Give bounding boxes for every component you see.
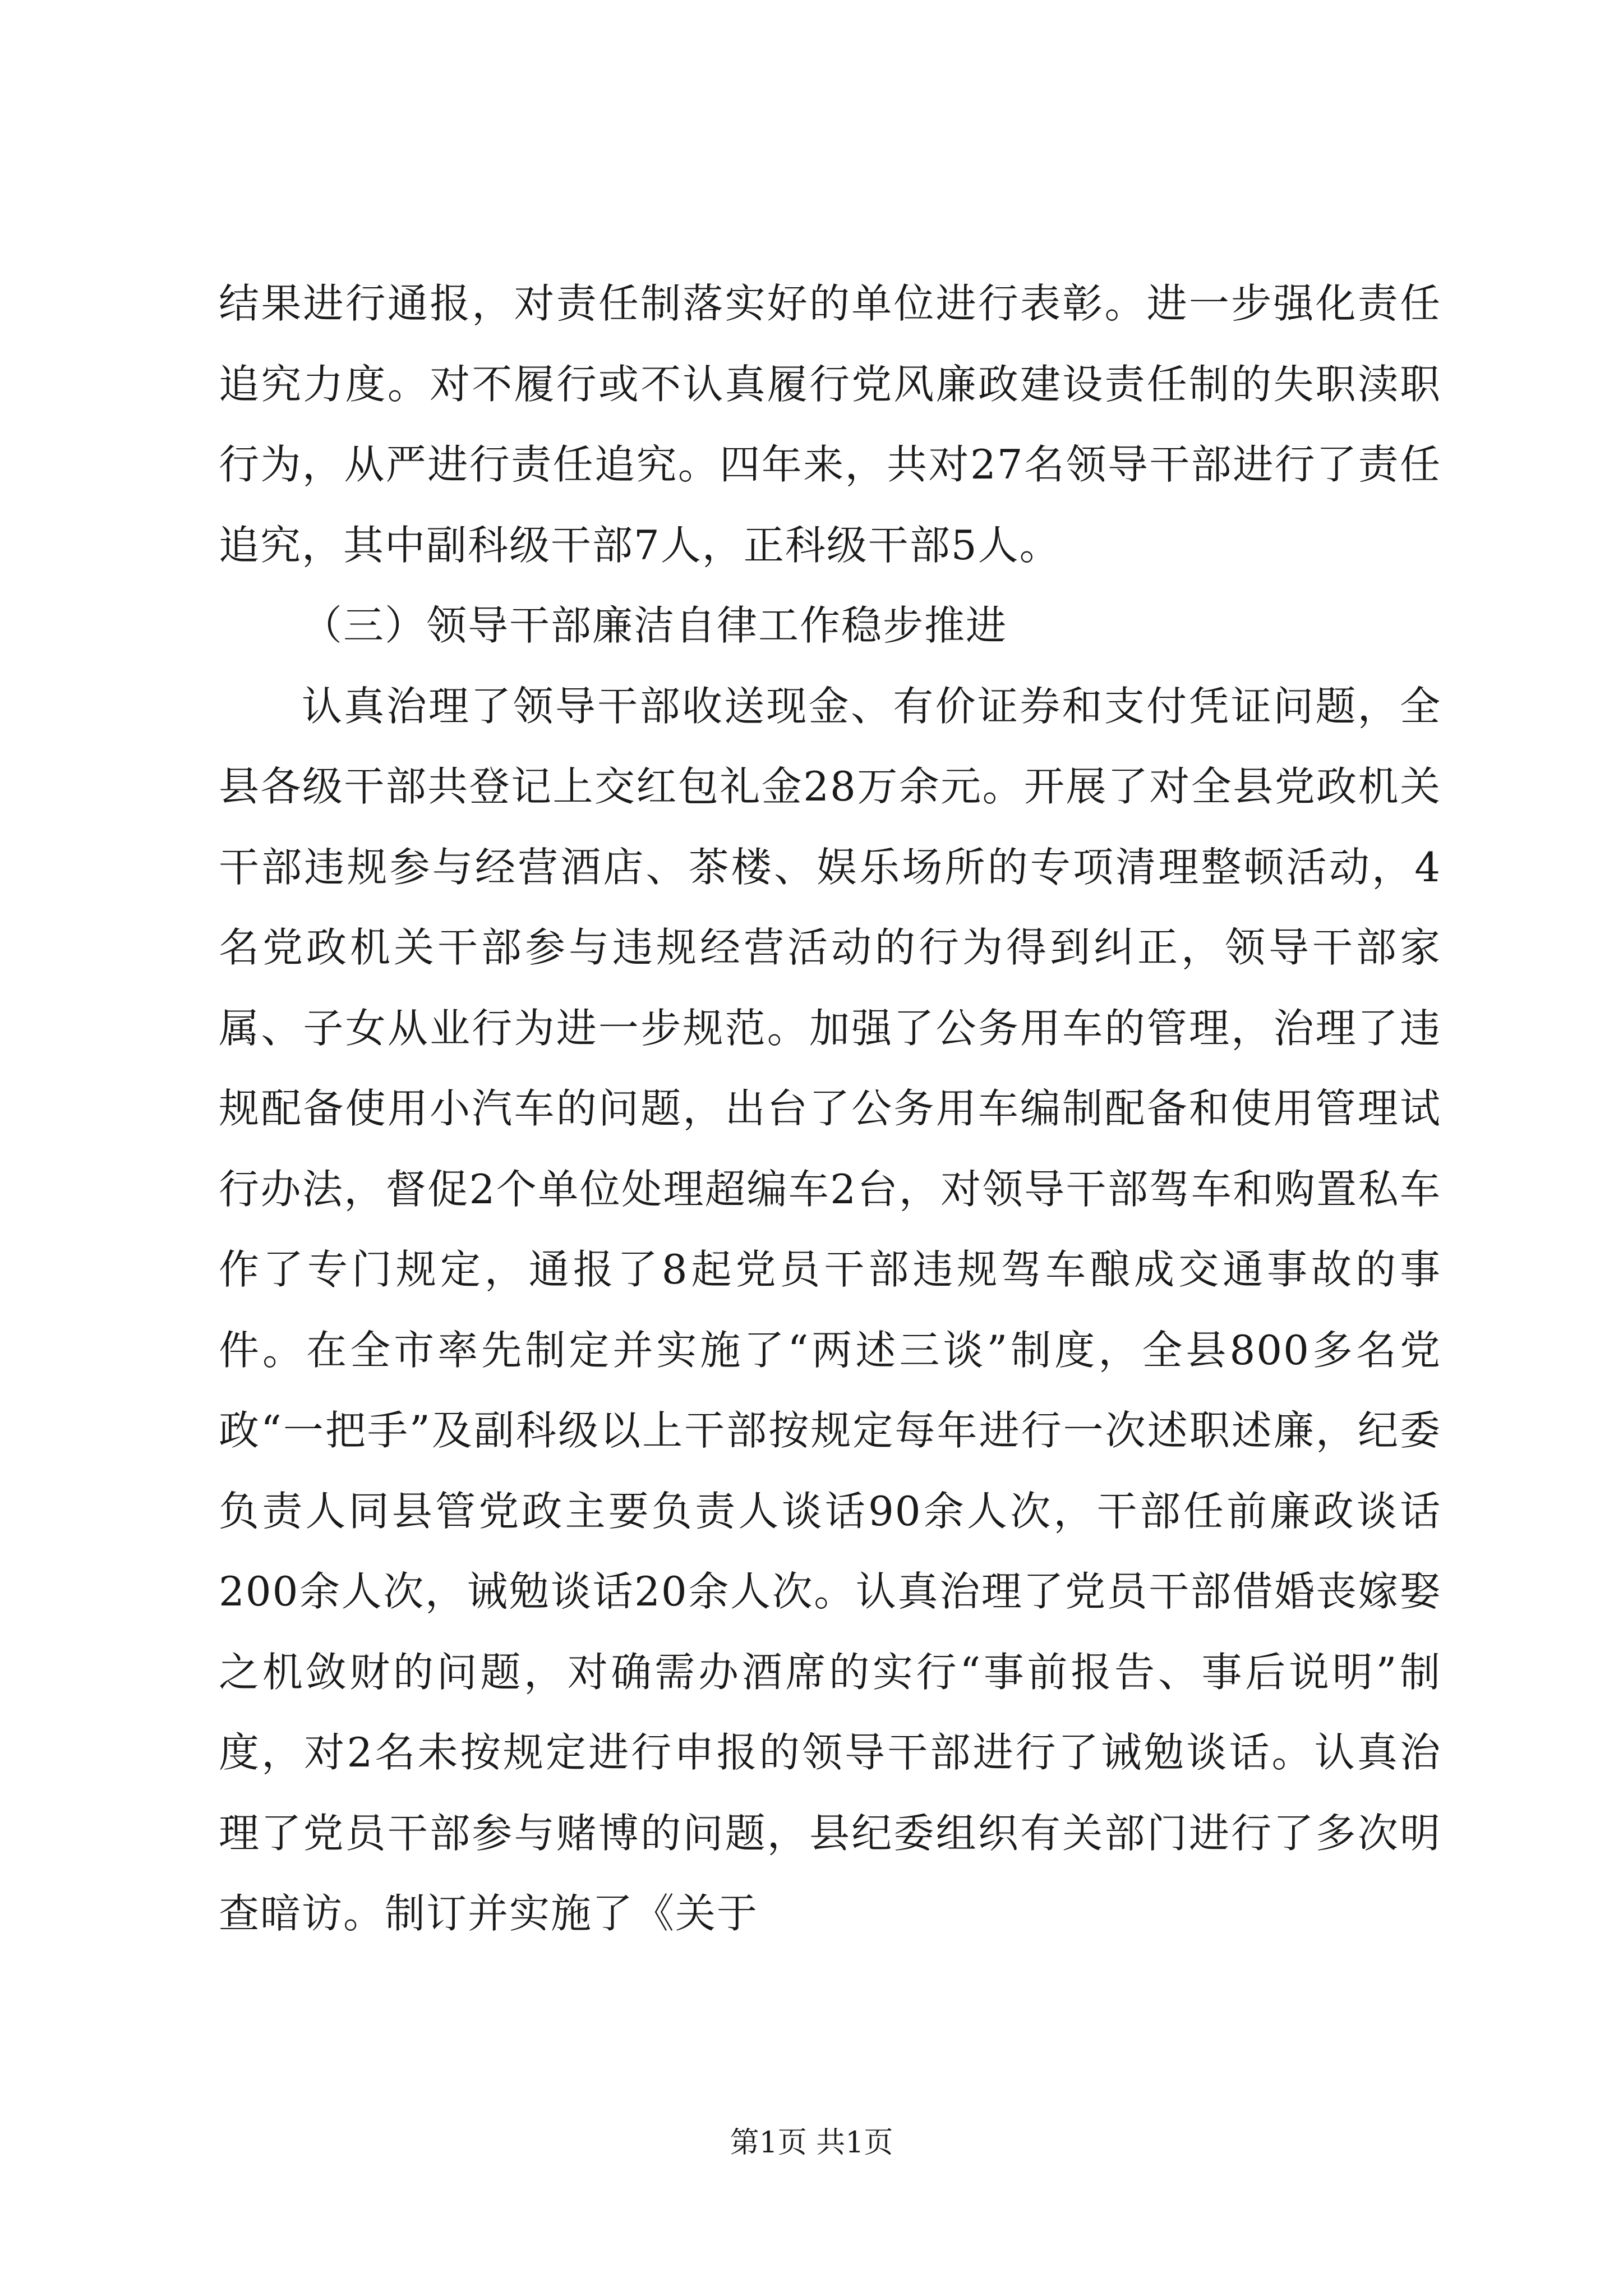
page-footer [0, 2126, 1623, 2160]
continuation-paragraph: 结果进行通报，对责任制落实好的单位进行表彰。进一步强化责任追究力度。对不履行或不认真履行党风廉政建设责任制的失职渎职行为，从严进行责任追究。四年来，共对27名领导干部进行了责任追究，其中副科级干部7人，正科级干部5人。 [219, 280, 1441, 569]
page-number-label: 第1页 共1页 [730, 2126, 893, 2160]
section-heading: （三）领导干部廉洁自律工作稳步推进 [302, 602, 1008, 649]
document-body [219, 264, 1441, 1954]
main-paragraph: 认真治理了领导干部收送现金、有价证券和支付凭证问题，全县各级干部共登记上交红包礼金28万余元。开展了对全县党政机关干部违规参与经营酒店、茶楼、娱乐场所的专项清理整顿活动，4名党政机关干部参与违规经营活动的行为得到纠正，领导干部家属、子女从业行为进一步规范。加强了公务用车的管理，治理了违规配备使用小汽车的问题，出台了公务用车编制配备和使用管理试行办法，督促2个单位处理超编车2台，对领导干部驾车和购置私车作了专门规定，通报了8起党员干部违规驾车酿成交通事故的事件。在全市率先制定并实施了“两述三谈”制度，全县800多名党政“一把手”及副科级以上干部按规定每年进行一次述职述廉，纪委负责人同县管党政主要负责人谈话90余人次，干部任前廉政谈话200余人次，诫勉谈话20余人次。认真治理了党员干部借婚丧嫁娶之机敛财的问题，对确需办酒席的实行“事前报告、事后说明”制度，对2名未按规定进行申报的领导干部进行了诫勉谈话。认真治理了党员干部参与赌博的问题，县纪委组织有关部门进行了多次明查暗访。制订并实施了《关于 [219, 682, 1441, 1937]
